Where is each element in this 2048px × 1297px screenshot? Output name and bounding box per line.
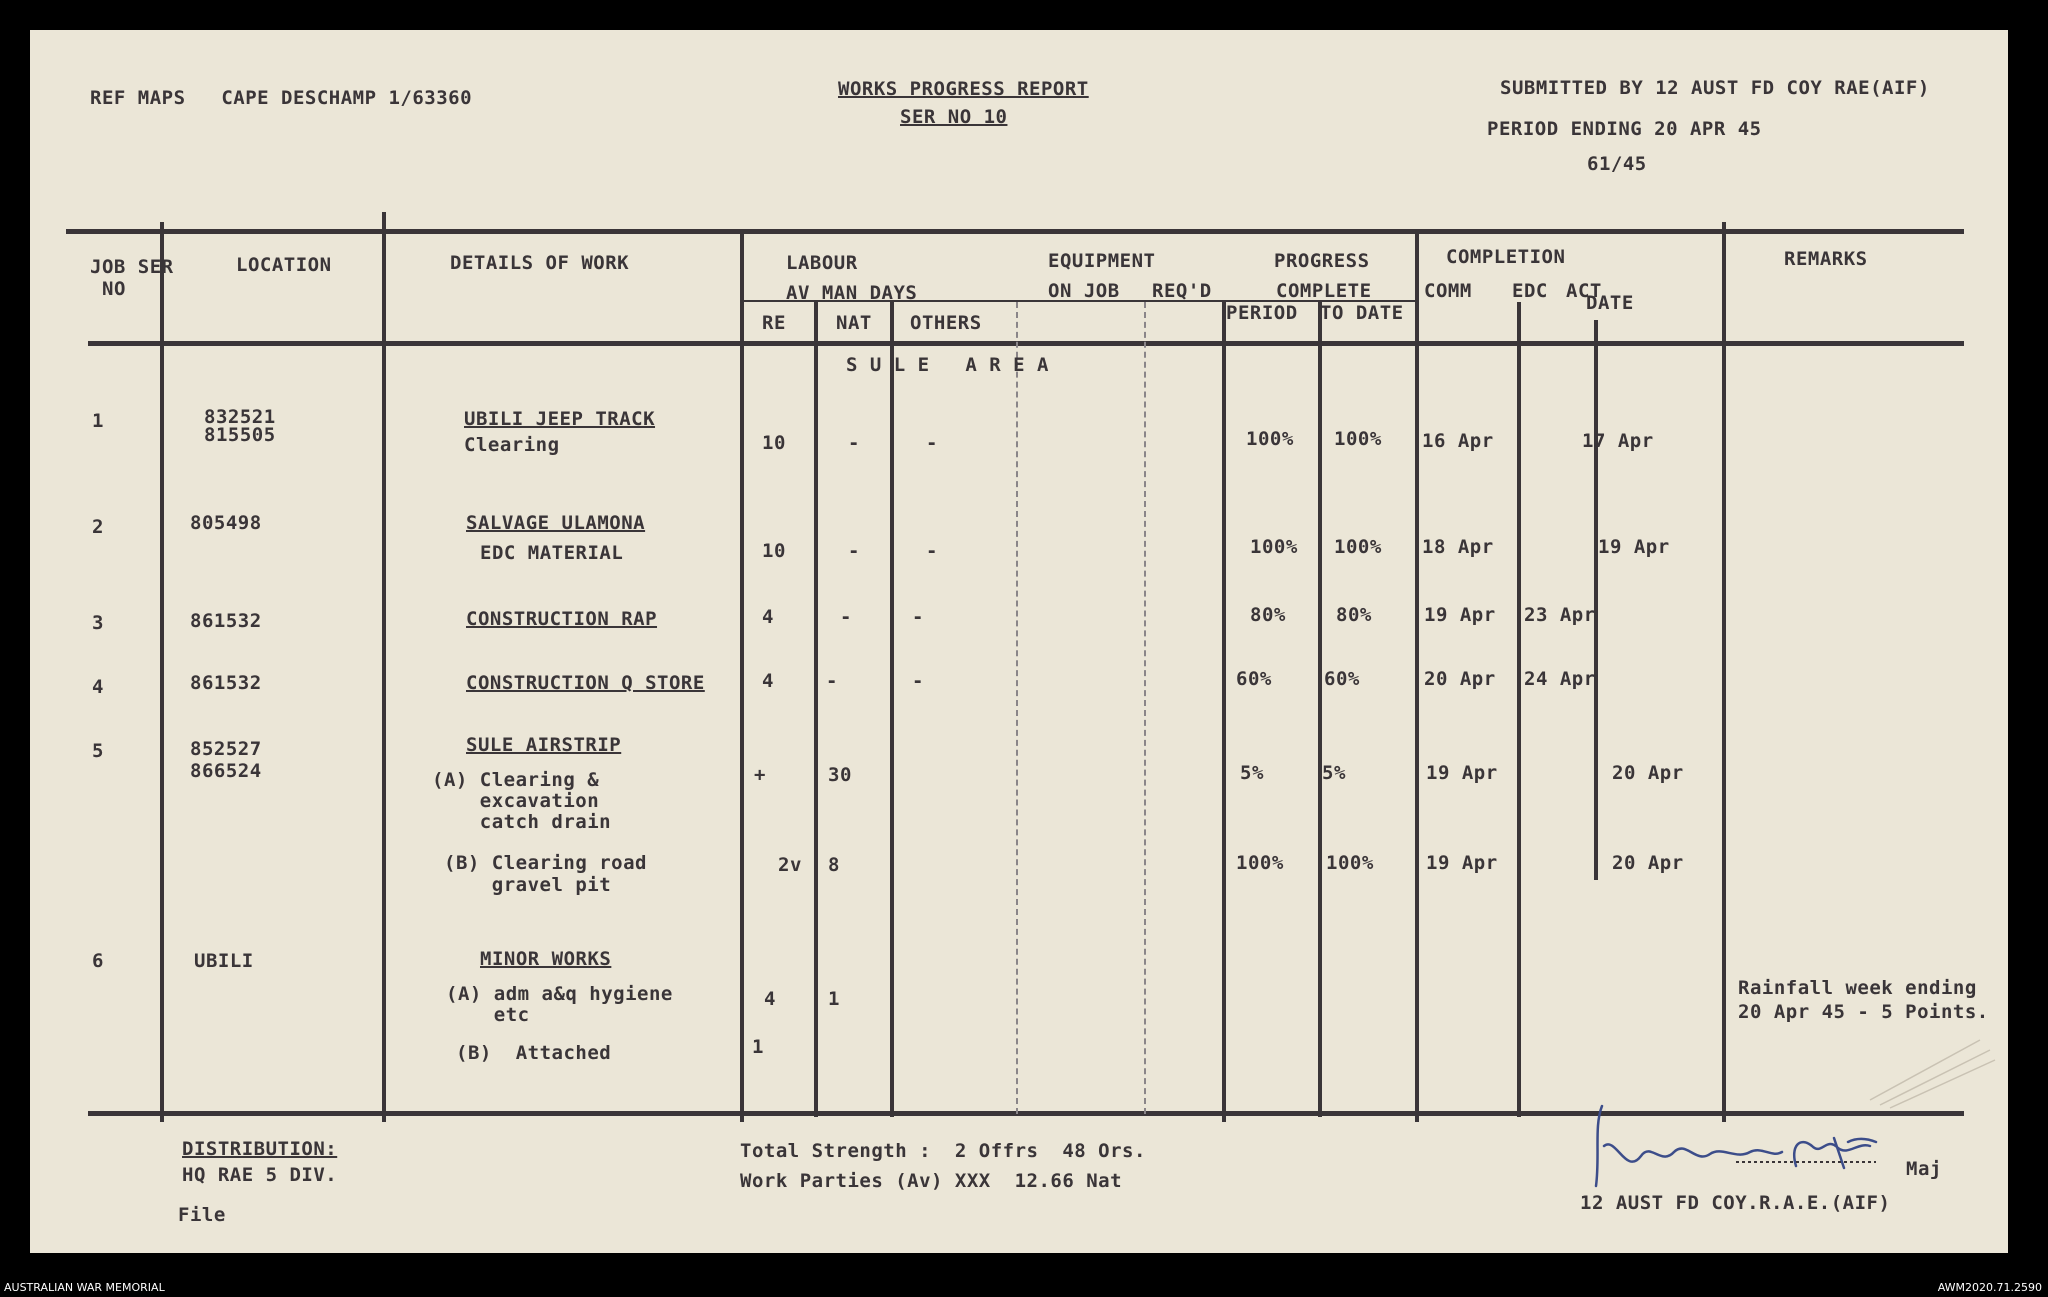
row-4-comm: 20 Apr xyxy=(1424,668,1496,690)
col-others: OTHERS xyxy=(910,312,982,334)
col-to-date: TO DATE xyxy=(1320,302,1404,324)
distribution-line-1: HQ RAE 5 DIV. xyxy=(182,1164,338,1186)
row-3-others: - xyxy=(912,606,924,628)
row-5a-act: 20 Apr xyxy=(1612,762,1684,784)
row-1-ser: 1 xyxy=(92,410,104,432)
row-3-ser: 3 xyxy=(92,612,104,634)
row-5a-to-date: 5% xyxy=(1322,762,1346,784)
row-2-location: 805498 xyxy=(190,512,262,534)
ref-maps: REF MAPS CAPE DESCHAMP 1/63360 xyxy=(90,87,473,109)
row-6a-re: 4 xyxy=(764,988,776,1010)
ref-number: 61/45 xyxy=(1587,153,1647,175)
row-3-nat: - xyxy=(840,606,852,628)
table-top-rule xyxy=(66,229,1964,234)
col-divider xyxy=(1517,302,1521,1117)
row-2-detail: EDC MATERIAL xyxy=(480,542,624,564)
col-nat: NAT xyxy=(836,312,872,334)
row-2-title: SALVAGE ULAMONA xyxy=(466,512,646,534)
row-6-title: MINOR WORKS xyxy=(480,948,612,970)
row-5a-re: + xyxy=(754,764,766,786)
row-2-ser: 2 xyxy=(92,516,104,538)
col-act: ACT xyxy=(1566,280,1602,302)
distribution-label: DISTRIBUTION: xyxy=(182,1138,338,1160)
row-2-others: - xyxy=(926,540,938,562)
row-5a-detail: (A) Clearing & excavation catch drain xyxy=(432,769,612,833)
col-divider xyxy=(814,302,818,1117)
archive-label: AUSTRALIAN WAR MEMORIAL xyxy=(4,1281,165,1294)
row-5b-to-date: 100% xyxy=(1326,852,1374,874)
row-5a-nat: 30 xyxy=(828,764,852,786)
col-completion: COMPLETION xyxy=(1446,246,1566,268)
col-divider xyxy=(382,212,386,1122)
col-divider xyxy=(1415,229,1419,1122)
col-divider xyxy=(1318,302,1322,1117)
document-page xyxy=(30,30,2008,1253)
row-3-re: 4 xyxy=(762,606,774,628)
row-1-act: 17 Apr xyxy=(1582,430,1654,452)
col-divider xyxy=(890,302,894,1117)
signature-unit: 12 AUST FD COY.R.A.E.(AIF) xyxy=(1580,1192,1891,1214)
row-6-location: UBILI xyxy=(194,950,254,972)
distribution-line-2: File xyxy=(178,1204,226,1226)
col-period: PERIOD xyxy=(1226,302,1298,324)
col-divider-dashed xyxy=(1016,302,1018,1114)
row-3-comm: 19 Apr xyxy=(1424,604,1496,626)
row-3-period: 80% xyxy=(1250,604,1286,626)
row-4-period: 60% xyxy=(1236,668,1272,690)
row-5-location: 852527 866524 xyxy=(190,738,262,782)
row-3-title: CONSTRUCTION RAP xyxy=(466,608,658,630)
row-4-location: 861532 xyxy=(190,672,262,694)
archive-id: AWM2020.71.2590 xyxy=(1937,1281,2042,1294)
col-remarks: REMARKS xyxy=(1784,248,1868,270)
col-re: RE xyxy=(762,312,786,334)
col-divider xyxy=(740,229,744,1122)
row-1-detail: Clearing xyxy=(464,434,560,456)
submitted-by: SUBMITTED BY 12 AUST FD COY RAE(AIF) xyxy=(1500,77,1930,99)
row-5-title: SULE AIRSTRIP xyxy=(466,734,622,756)
ser-no: SER NO 10 xyxy=(900,106,1008,128)
row-3-to-date: 80% xyxy=(1336,604,1372,626)
row-1-period: 100% xyxy=(1246,428,1294,450)
row-4-ser: 4 xyxy=(92,676,104,698)
row-4-re: 4 xyxy=(762,670,774,692)
remarks-rainfall: Rainfall week ending 20 Apr 45 - 5 Points. xyxy=(1738,977,1989,1023)
row-3-location: 861532 xyxy=(190,610,262,632)
row-1-nat: - xyxy=(848,432,860,454)
col-details: DETAILS OF WORK xyxy=(450,252,630,274)
col-location: LOCATION xyxy=(236,254,332,276)
col-date: DATE xyxy=(1586,292,1634,314)
col-progress: PROGRESS xyxy=(1274,250,1370,272)
row-1-to-date: 100% xyxy=(1334,428,1382,450)
handwritten-signature xyxy=(1586,1076,1916,1196)
col-divider xyxy=(1594,320,1598,880)
col-on-job: ON JOB xyxy=(1048,280,1120,302)
row-6b-detail: (B) Attached xyxy=(456,1042,612,1064)
col-comm: COMM xyxy=(1424,280,1472,302)
total-strength: Total Strength : 2 Offrs 48 Ors. xyxy=(740,1140,1146,1162)
report-title: WORKS PROGRESS REPORT xyxy=(838,78,1089,100)
area-label: S U L E A R E A xyxy=(846,354,1049,376)
col-edc: EDC xyxy=(1512,280,1548,302)
row-1-comm: 16 Apr xyxy=(1422,430,1494,452)
row-2-period: 100% xyxy=(1250,536,1298,558)
signature-rank: Maj xyxy=(1906,1158,1942,1180)
row-4-to-date: 60% xyxy=(1324,668,1360,690)
col-divider xyxy=(1222,302,1226,1122)
period-ending: PERIOD ENDING 20 APR 45 xyxy=(1487,118,1762,140)
col-no: NO xyxy=(102,278,126,300)
col-divider xyxy=(160,222,164,1122)
row-5a-period: 5% xyxy=(1240,762,1264,784)
row-2-re: 10 xyxy=(762,540,786,562)
row-1-re: 10 xyxy=(762,432,786,454)
row-5b-period: 100% xyxy=(1236,852,1284,874)
col-av-man-days: AV MAN DAYS xyxy=(786,282,918,304)
row-5b-act: 20 Apr xyxy=(1612,852,1684,874)
col-labour: LABOUR xyxy=(786,252,858,274)
row-2-to-date: 100% xyxy=(1334,536,1382,558)
col-complete: COMPLETE xyxy=(1276,280,1372,302)
row-2-comm: 18 Apr xyxy=(1422,536,1494,558)
col-job-ser: JOB SER xyxy=(90,256,174,278)
row-5b-comm: 19 Apr xyxy=(1426,852,1498,874)
row-1-location: 832521 815505 xyxy=(204,406,276,446)
row-6a-nat: 1 xyxy=(828,988,840,1010)
col-divider-dashed xyxy=(1144,302,1146,1114)
row-1-others: - xyxy=(926,432,938,454)
row-3-edc: 23 Apr xyxy=(1524,604,1596,626)
row-5b-nat: 8 xyxy=(828,854,840,876)
row-2-act: 19 Apr xyxy=(1598,536,1670,558)
row-5b-re: 2v xyxy=(778,854,802,876)
row-6a-detail: (A) adm a&q hygiene etc xyxy=(446,983,673,1026)
row-4-edc: 24 Apr xyxy=(1524,668,1596,690)
col-divider xyxy=(1722,222,1726,1122)
row-5-ser: 5 xyxy=(92,740,104,762)
row-4-title: CONSTRUCTION Q STORE xyxy=(466,672,705,694)
col-reqd: REQ'D xyxy=(1152,280,1212,302)
row-6b-re: 1 xyxy=(752,1036,764,1058)
row-1-title: UBILI JEEP TRACK xyxy=(464,408,656,430)
row-5a-comm: 19 Apr xyxy=(1426,762,1498,784)
header-bottom-rule xyxy=(88,341,1964,346)
row-4-others: - xyxy=(912,670,924,692)
work-parties: Work Parties (Av) XXX 12.66 Nat xyxy=(740,1170,1123,1192)
col-equipment: EQUIPMENT xyxy=(1048,250,1156,272)
row-5b-detail: (B) Clearing road gravel pit xyxy=(444,852,647,896)
row-6-ser: 6 xyxy=(92,950,104,972)
row-4-nat: - xyxy=(826,670,838,692)
row-2-nat: - xyxy=(848,540,860,562)
